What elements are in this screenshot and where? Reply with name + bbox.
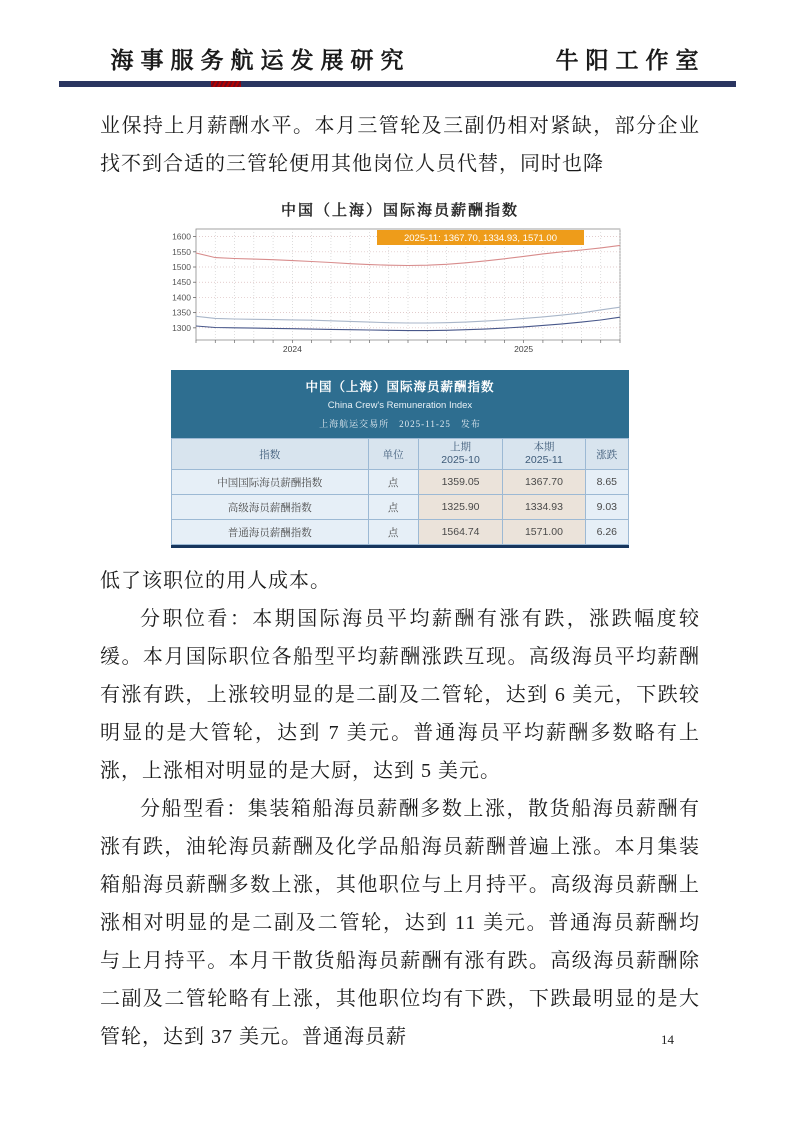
cell-curr: 1571.00: [503, 520, 585, 545]
cell-index-name: 高级海员薪酬指数: [172, 495, 369, 520]
cell-unit: 点: [368, 495, 418, 520]
paragraph-continued: 业保持上月薪酬水平。本月三管轮及三副仍相对紧缺，部分企业找不到合适的三管轮便用其他岗位人员代替，同时也降: [100, 115, 700, 175]
remuneration-index-table: [171, 370, 629, 548]
cell-unit: 点: [368, 520, 418, 545]
cell-change: 8.65: [585, 470, 628, 495]
col-header-change: 涨跌: [585, 439, 628, 470]
cell-prev: 1325.90: [418, 495, 503, 520]
svg-text:1400: 1400: [172, 292, 191, 303]
cell-index-name: 中国国际海员薪酬指数: [172, 470, 369, 495]
table-banner-subtitle: China Crew's Remuneration Index: [327, 400, 473, 411]
header-title-right: 牛阳工作室: [555, 48, 706, 73]
chart-title: 中国（上海）国际海员薪酬指数: [280, 202, 519, 219]
table-banner: [171, 370, 629, 438]
cell-curr: 1334.93: [503, 495, 585, 520]
remuneration-index-chart: [170, 199, 630, 356]
header-rule: [59, 81, 736, 87]
remuneration-chart-svg: [170, 224, 627, 356]
table-row: [172, 495, 629, 520]
svg-text:1450: 1450: [172, 277, 191, 288]
svg-text:1300: 1300: [172, 322, 191, 333]
table-row: [172, 470, 629, 495]
page-header: [0, 0, 794, 87]
table-banner-title: 中国（上海）国际海员薪酬指数: [305, 380, 495, 394]
body-column: [100, 107, 700, 1056]
svg-text:1500: 1500: [172, 262, 191, 273]
col-header-index: 指数: [172, 439, 369, 470]
table-header-row: [172, 439, 629, 470]
header-title-left: 海事服务航运发展研究: [110, 48, 411, 73]
cell-prev: 1564.74: [418, 520, 503, 545]
header-rule-red-accent: [211, 81, 241, 87]
col-header-prev: 上期 2025-10: [418, 439, 503, 470]
cell-change: 9.03: [585, 495, 628, 520]
table-banner-meta: 上海航运交易所 2025-11-25 发布: [319, 419, 481, 429]
svg-text:1600: 1600: [172, 231, 191, 242]
paragraph-by-ship-type: 分船型看：集装箱船海员薪酬多数上涨，散货船海员薪酬有涨有跌，油轮海员薪酬及化学品船海员薪酬普遍上涨。本月集装箱船海员薪酬多数上涨，其他职位与上月持平。高级海员薪酬上涨相对明显的是二副及二管轮，达到 11 美元。普通海员薪酬均与上月持平。本月干散货船海员薪酬有涨有跌。高级海员薪酬除二副及二管轮略有上涨，其他职位均有下跌，下跌最明显的是大管轮，达到 37 美元。普通海员薪: [100, 798, 700, 1048]
svg-text:1550: 1550: [172, 246, 191, 257]
table-row: [172, 520, 629, 545]
paragraph-by-position: 分职位看：本期国际海员平均薪酬有涨有跌，涨跌幅度较缓。本月国际职位各船型平均薪酬涨跌互现。高级海员平均薪酬有涨有跌，上涨较明显的是二副及二管轮，达到 6 美元，下跌较明显的是大管轮，达到 7 美元。普通海员平均薪酬多数略有上涨，上涨相对明显的是大厨，达到 5 美元。: [100, 608, 700, 782]
svg-text:2024: 2024: [282, 344, 302, 354]
cell-prev: 1359.05: [418, 470, 503, 495]
paragraph-after-figures: 低了该职位的用人成本。: [100, 570, 331, 592]
cell-index-name: 普通海员薪酬指数: [172, 520, 369, 545]
col-header-unit: 单位: [368, 439, 418, 470]
svg-text:2025: 2025: [514, 344, 534, 354]
svg-text:2025-11: 1367.70, 1334.93, 157: 2025-11: 1367.70, 1334.93, 1571.00: [403, 233, 558, 244]
col-header-curr: 本期 2025-11: [503, 439, 585, 470]
cell-curr: 1367.70: [503, 470, 585, 495]
cell-change: 6.26: [585, 520, 628, 545]
page-number: 14: [661, 1032, 674, 1047]
svg-text:1350: 1350: [172, 307, 191, 318]
cell-unit: 点: [368, 470, 418, 495]
